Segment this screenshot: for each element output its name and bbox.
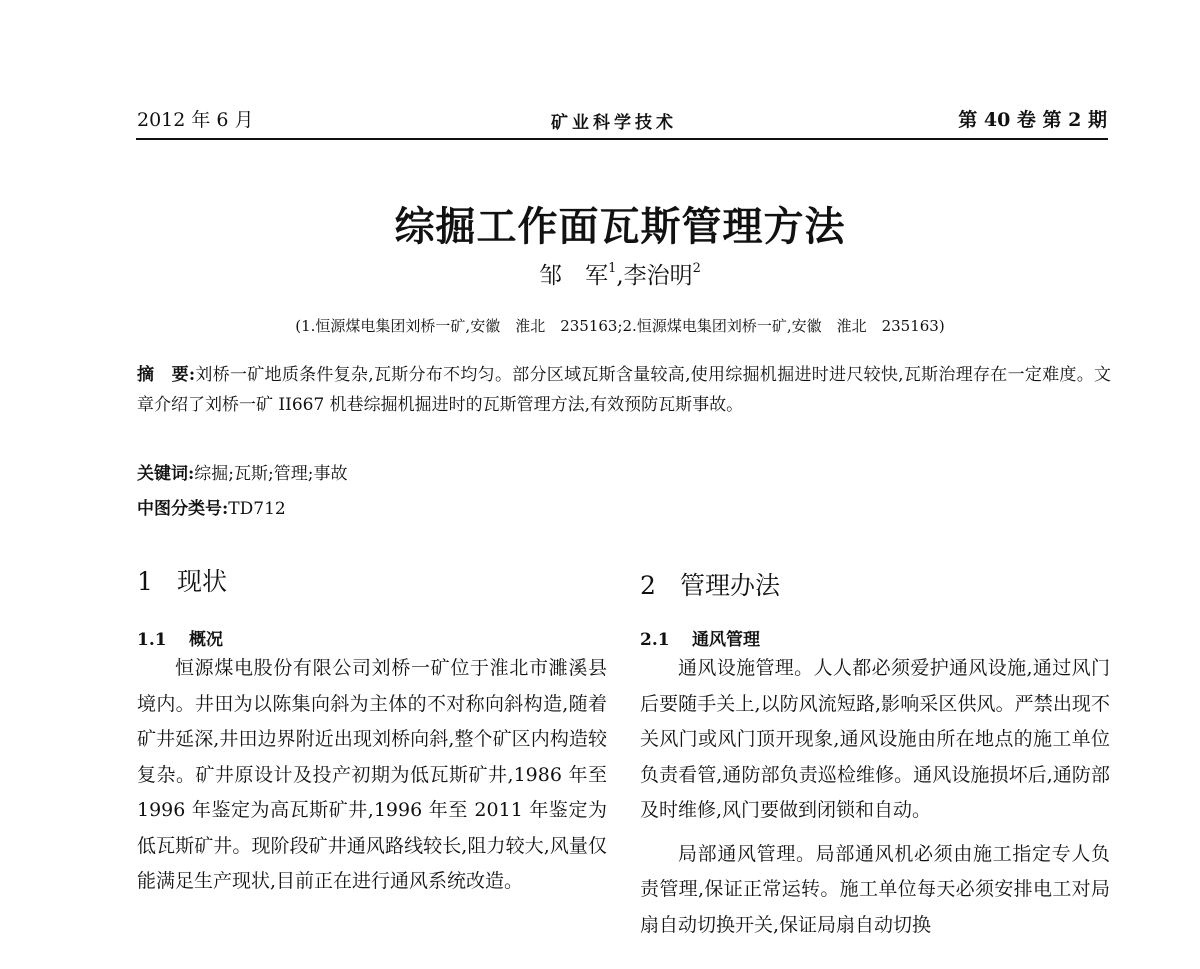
section-1-title: 现状 — [177, 567, 228, 596]
abstract-label: 摘 要: — [137, 365, 196, 385]
right-column-body — [640, 651, 1110, 943]
author-1: 邹 军 — [539, 263, 609, 289]
subsection-2-1-title: 通风管理 — [692, 630, 760, 650]
classification — [137, 494, 286, 519]
section-1-number: 1 — [137, 567, 153, 596]
right-paragraph: 局部通风管理。局部通风机必须由施工指定专人负责管理,保证正常运转。施工单位每天必须安排电工对局扇自动切换开关,保证局扇自动切换 — [640, 842, 1110, 936]
keywords-text: 综掘;瓦斯;管理;事故 — [194, 464, 348, 484]
header-date: 2012 年 6 月 — [137, 109, 254, 131]
author-2: 李治明 — [623, 263, 693, 289]
classification-label: 中图分类号: — [137, 499, 229, 519]
issue-info: 第 40 卷 第 2 期 — [958, 109, 1107, 131]
section-2-number: 2 — [640, 571, 656, 600]
subsection-2-1-heading — [640, 625, 760, 650]
keywords — [137, 459, 347, 484]
abstract-text: 刘桥一矿地质条件复杂,瓦斯分布不均匀。部分区域瓦斯含量较高,使用综掘机掘进时进尺较快,瓦斯治理存在一定难度。文章介绍了刘桥一矿 II667 机巷综掘机掘进时的瓦斯管理方法,有效预防瓦斯事故。 — [137, 365, 1111, 415]
author-line — [0, 257, 1200, 290]
subsection-1-1-number: 1.1 — [137, 630, 167, 650]
keywords-label: 关键词: — [137, 464, 195, 484]
affiliation: (1.恒源煤电集团刘桥一矿,安徽 淮北 235163;2.恒源煤电集团刘桥一矿,安徽 淮北 235163) — [295, 317, 945, 335]
author-2-affil-mark: 2 — [692, 261, 701, 276]
author-separator: , — [616, 263, 624, 289]
section-2-heading — [640, 566, 780, 602]
paper-title: 综掘工作面瓦斯管理方法 — [394, 203, 846, 250]
left-column-body — [137, 651, 607, 900]
subsection-1-1-title: 概况 — [189, 630, 223, 650]
right-paragraph: 通风设施管理。人人都必须爱护通风设施,通过风门后要随手关上,以防风流短路,影响采区供风。严禁出现不关风门或风门顶开现象,通风设施由所在地点的施工单位负责看管,通防部负责巡检维修。通风设施损坏后,通防部及时维修,风门要做到闭锁和自动。 — [640, 657, 1110, 821]
author-1-affil-mark: 1 — [608, 261, 617, 276]
abstract — [137, 360, 1111, 420]
subsection-1-1-heading — [137, 625, 223, 650]
section-2-title: 管理办法 — [680, 571, 781, 600]
section-1-heading — [137, 562, 227, 598]
header-rule — [136, 138, 1108, 140]
classification-code: TD712 — [228, 499, 286, 519]
subsection-2-1-number: 2.1 — [640, 630, 670, 650]
left-paragraph: 恒源煤电股份有限公司刘桥一矿位于淮北市濉溪县境内。井田为以陈集向斜为主体的不对称向斜构造,随着矿井延深,井田边界附近出现刘桥向斜,整个矿区内构造较复杂。矿井原设计及投产初期为低瓦斯矿井,1986 年至 1996 年鉴定为高瓦斯矿井,1996 年至 2011 年鉴定为低瓦斯矿井。现阶段矿井通风路线较长,阻力较大,风量仅能满足生产现状,目前正在进行通风系统改造。 — [137, 657, 607, 892]
journal-name: 矿业科学技术 — [551, 113, 677, 133]
